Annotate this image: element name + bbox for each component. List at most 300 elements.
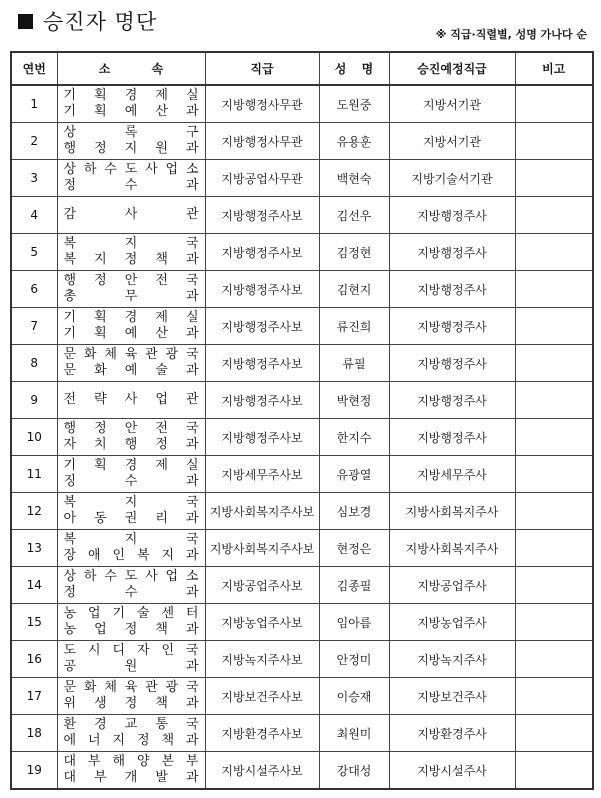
department-char: 지 xyxy=(124,236,138,251)
promotion-grade-cell: 지방사회복지주사 xyxy=(389,493,515,530)
note-cell xyxy=(515,123,593,160)
department-char: 국 xyxy=(185,717,199,732)
department-char: 행 xyxy=(124,437,138,452)
department-char: 터 xyxy=(185,606,199,621)
grade-cell: 지방사회복지주사보 xyxy=(205,530,319,567)
department-char: 정 xyxy=(63,585,77,600)
department-char: 경 xyxy=(124,310,138,325)
department-char: 예 xyxy=(124,104,138,119)
department-char: 대 xyxy=(63,770,77,785)
note-cell xyxy=(515,271,593,308)
row-number: 4 xyxy=(11,197,57,234)
promotion-grade-cell: 지방사회복지주사 xyxy=(389,530,515,567)
department-char: 관 xyxy=(185,392,199,407)
department-char: 과 xyxy=(185,326,199,341)
name-cell: 김종필 xyxy=(319,567,389,604)
department-char: 양 xyxy=(136,754,150,769)
department-cell xyxy=(57,530,205,567)
table-row xyxy=(11,604,593,641)
grade-cell: 지방환경주사보 xyxy=(205,715,319,752)
grade-cell: 지방행정주사보 xyxy=(205,345,319,382)
note-cell xyxy=(515,567,593,604)
department-line xyxy=(64,548,199,564)
name-cell: 유광열 xyxy=(319,456,389,493)
department-char: 너 xyxy=(87,733,101,748)
department-char: 교 xyxy=(124,717,138,732)
grade-cell: 지방농업주사보 xyxy=(205,604,319,641)
department-char: 육 xyxy=(124,680,138,695)
department-char: 장 xyxy=(63,548,77,563)
department-line xyxy=(64,585,199,601)
department-char: 략 xyxy=(94,392,107,407)
department-char: 제 xyxy=(155,458,168,473)
department-char: 수 xyxy=(124,178,138,193)
department-char: 상 xyxy=(63,162,77,177)
department-char: 권 xyxy=(124,511,138,526)
grade-cell: 지방시설주사보 xyxy=(205,752,319,790)
table-row xyxy=(11,493,593,530)
row-number: 14 xyxy=(11,567,57,604)
department-char: 과 xyxy=(185,585,199,600)
row-number: 17 xyxy=(11,678,57,715)
department-char: 부 xyxy=(94,770,107,785)
department-char: 국 xyxy=(185,495,199,510)
department-line xyxy=(64,310,199,326)
department-cell xyxy=(57,752,205,790)
promotion-grade-cell: 지방행정주사 xyxy=(389,308,515,345)
department-line xyxy=(64,88,199,104)
table-row xyxy=(11,345,593,382)
department-char: 과 xyxy=(185,141,199,156)
row-number: 13 xyxy=(11,530,57,567)
department-cell xyxy=(57,715,205,752)
grade-cell: 지방행정사무관 xyxy=(205,123,319,160)
department-char: 위 xyxy=(63,696,77,711)
department-char: 복 xyxy=(63,532,77,547)
department-char: 복 xyxy=(63,236,77,251)
department-char: 광 xyxy=(165,680,179,695)
department-char: 과 xyxy=(185,659,199,674)
department-cell xyxy=(57,493,205,530)
table-row xyxy=(11,197,593,234)
promotion-grade-cell: 지방시설주사 xyxy=(389,752,515,790)
row-number: 10 xyxy=(11,419,57,456)
department-char: 제 xyxy=(155,310,168,325)
department-char: 지 xyxy=(124,495,138,510)
department-char: 사 xyxy=(145,569,158,584)
name-cell: 유용훈 xyxy=(319,123,389,160)
department-char: 자 xyxy=(63,437,77,452)
table-row xyxy=(11,234,593,271)
square-bullet-icon xyxy=(18,14,33,29)
department-cell xyxy=(57,567,205,604)
department-char: 제 xyxy=(155,88,168,103)
grade-cell: 지방행정주사보 xyxy=(205,197,319,234)
department-char: 안 xyxy=(124,273,138,288)
department-char: 획 xyxy=(94,310,107,325)
department-cell xyxy=(57,123,205,160)
department-char: 안 xyxy=(124,421,138,436)
department-char: 국 xyxy=(185,643,199,658)
department-char: 문 xyxy=(63,347,77,362)
department-line xyxy=(64,511,199,527)
name-cell: 안정미 xyxy=(319,641,389,678)
department-char: 기 xyxy=(63,310,77,325)
department-char: 과 xyxy=(185,770,199,785)
row-number: 16 xyxy=(11,641,57,678)
department-cell xyxy=(57,160,205,197)
department-char: 도 xyxy=(124,162,138,177)
department-char: 하 xyxy=(83,569,97,584)
department-char: 예 xyxy=(124,326,138,341)
name-cell: 도원중 xyxy=(319,85,389,123)
department-char: 과 xyxy=(185,104,199,119)
department-char: 과 xyxy=(185,733,199,748)
department-char: 기 xyxy=(63,458,77,473)
row-number: 11 xyxy=(11,456,57,493)
department-char: 과 xyxy=(185,548,199,563)
promotion-grade-cell: 지방행정주사 xyxy=(389,234,515,271)
table-row xyxy=(11,308,593,345)
department-char: 업 xyxy=(87,606,101,621)
department-char: 공 xyxy=(63,659,77,674)
department-char: 동 xyxy=(94,511,107,526)
department-char: 무 xyxy=(124,289,138,304)
header-note: 비고 xyxy=(515,52,593,85)
department-char: 예 xyxy=(124,363,138,378)
department-char: 업 xyxy=(155,392,168,407)
header-grade: 직급 xyxy=(205,52,319,85)
department-line xyxy=(64,273,199,289)
grade-cell: 지방사회복지주사보 xyxy=(205,493,319,530)
page-title-row xyxy=(18,6,157,36)
row-number: 18 xyxy=(11,715,57,752)
department-char: 원 xyxy=(124,659,138,674)
name-cell: 김선우 xyxy=(319,197,389,234)
department-char: 과 xyxy=(185,696,199,711)
row-number: 12 xyxy=(11,493,57,530)
grade-cell: 지방행정사무관 xyxy=(205,85,319,123)
department-char: 농 xyxy=(63,606,77,621)
department-char: 지 xyxy=(112,733,126,748)
name-cell: 이승재 xyxy=(319,678,389,715)
department-char: 획 xyxy=(94,88,107,103)
promotion-grade-cell: 지방서기관 xyxy=(389,85,515,123)
department-char: 총 xyxy=(63,289,77,304)
row-number: 19 xyxy=(11,752,57,790)
department-line xyxy=(64,252,199,268)
department-char: 국 xyxy=(185,273,199,288)
name-cell: 김현지 xyxy=(319,271,389,308)
department-line xyxy=(64,474,199,490)
department-char: 술 xyxy=(155,363,168,378)
department-char: 대 xyxy=(63,754,77,769)
department-char: 정 xyxy=(94,141,107,156)
note-cell xyxy=(515,85,593,123)
header-name xyxy=(319,52,389,85)
table-body xyxy=(11,85,593,789)
department-char: 본 xyxy=(161,754,174,769)
note-cell xyxy=(515,530,593,567)
department-char: 책 xyxy=(155,252,168,267)
department-char: 수 xyxy=(104,162,117,177)
promotion-grade-cell: 지방보건주사 xyxy=(389,678,515,715)
department-line xyxy=(64,289,199,305)
department-char: 경 xyxy=(124,458,138,473)
department-char: 산 xyxy=(155,104,168,119)
department-line xyxy=(64,680,199,696)
table-row xyxy=(11,530,593,567)
department-char: 개 xyxy=(124,770,138,785)
department-char: 화 xyxy=(83,680,97,695)
name-cell: 류필 xyxy=(319,345,389,382)
grade-cell: 지방행정주사보 xyxy=(205,308,319,345)
department-line xyxy=(64,347,199,363)
department-char: 수 xyxy=(104,569,117,584)
department-line xyxy=(64,207,199,223)
department-char: 과 xyxy=(185,178,199,193)
department-line xyxy=(64,162,199,178)
department-char: 술 xyxy=(136,606,150,621)
table-row xyxy=(11,641,593,678)
row-number: 3 xyxy=(11,160,57,197)
note-cell xyxy=(515,345,593,382)
department-line xyxy=(64,421,199,437)
department-cell xyxy=(57,641,205,678)
department-char: 인 xyxy=(112,548,126,563)
department-char: 국 xyxy=(185,347,199,362)
department-cell xyxy=(57,197,205,234)
department-cell xyxy=(57,382,205,419)
grade-cell: 지방행정주사보 xyxy=(205,382,319,419)
department-char: 수 xyxy=(124,474,138,489)
grade-cell: 지방세무주사보 xyxy=(205,456,319,493)
header-dept xyxy=(57,52,205,85)
department-char: 생 xyxy=(94,696,107,711)
department-char: 육 xyxy=(124,347,138,362)
department-line xyxy=(64,125,199,141)
department-char: 리 xyxy=(155,511,168,526)
promotion-grade-cell: 지방녹지주사 xyxy=(389,641,515,678)
department-char: 업 xyxy=(94,622,107,637)
table-row xyxy=(11,85,593,123)
header-name-char: 명 xyxy=(361,62,374,76)
department-char: 소 xyxy=(185,569,199,584)
note-cell xyxy=(515,160,593,197)
row-number: 9 xyxy=(11,382,57,419)
department-char: 과 xyxy=(185,252,199,267)
department-char: 원 xyxy=(155,141,168,156)
promotion-grade-cell: 지방행정주사 xyxy=(389,345,515,382)
department-line xyxy=(64,754,199,770)
department-char: 국 xyxy=(185,421,199,436)
name-cell: 심보경 xyxy=(319,493,389,530)
table-header-row xyxy=(11,52,593,85)
promotion-grade-cell: 지방세무주사 xyxy=(389,456,515,493)
promotion-table xyxy=(10,51,594,790)
table-row xyxy=(11,419,593,456)
department-line xyxy=(64,326,199,342)
note-cell xyxy=(515,456,593,493)
department-char: 관 xyxy=(185,207,199,222)
department-char: 부 xyxy=(185,754,199,769)
department-char: 사 xyxy=(124,207,138,222)
department-char: 사 xyxy=(124,392,138,407)
table-row xyxy=(11,567,593,604)
row-number: 5 xyxy=(11,234,57,271)
header-dept-char: 소 xyxy=(98,62,111,76)
note-cell xyxy=(515,641,593,678)
name-cell: 현정은 xyxy=(319,530,389,567)
department-char: 실 xyxy=(185,310,199,325)
department-line xyxy=(64,363,199,379)
grade-cell: 지방공업주사보 xyxy=(205,567,319,604)
department-char: 디 xyxy=(112,643,126,658)
department-char: 획 xyxy=(94,458,107,473)
department-line xyxy=(64,606,199,622)
header-dept-char: 속 xyxy=(151,62,164,76)
department-char: 국 xyxy=(185,532,199,547)
department-char: 책 xyxy=(155,696,168,711)
department-char: 발 xyxy=(155,770,168,785)
department-cell xyxy=(57,85,205,123)
table-row xyxy=(11,678,593,715)
name-cell: 강대성 xyxy=(319,752,389,790)
department-line xyxy=(64,659,199,675)
department-char: 복 xyxy=(136,548,150,563)
header-name-char: 성 xyxy=(334,62,347,76)
note-cell xyxy=(515,308,593,345)
department-cell xyxy=(57,308,205,345)
department-char: 소 xyxy=(185,162,199,177)
department-char: 도 xyxy=(124,569,138,584)
department-char: 정 xyxy=(63,178,77,193)
department-char: 과 xyxy=(185,437,199,452)
department-char: 록 xyxy=(124,125,138,140)
note-cell xyxy=(515,604,593,641)
department-char: 기 xyxy=(63,88,77,103)
department-char: 책 xyxy=(155,622,168,637)
department-char: 통 xyxy=(155,717,168,732)
department-char: 인 xyxy=(161,643,174,658)
department-line xyxy=(64,104,199,120)
department-char: 행 xyxy=(63,141,77,156)
name-cell: 임아름 xyxy=(319,604,389,641)
grade-cell: 지방보건주사보 xyxy=(205,678,319,715)
department-char: 자 xyxy=(136,643,150,658)
grade-cell: 지방행정주사보 xyxy=(205,234,319,271)
row-number: 8 xyxy=(11,345,57,382)
department-char: 사 xyxy=(145,162,158,177)
department-char: 과 xyxy=(185,289,199,304)
department-char: 행 xyxy=(63,421,77,436)
department-char: 정 xyxy=(124,622,138,637)
department-char: 센 xyxy=(161,606,174,621)
note-cell xyxy=(515,234,593,271)
table-row xyxy=(11,456,593,493)
department-line xyxy=(64,236,199,252)
department-char: 경 xyxy=(94,717,107,732)
department-line xyxy=(64,437,199,453)
department-char: 기 xyxy=(63,104,77,119)
department-char: 산 xyxy=(155,326,168,341)
promotion-grade-cell: 지방환경주사 xyxy=(389,715,515,752)
department-cell xyxy=(57,678,205,715)
department-char: 농 xyxy=(63,622,77,637)
department-char: 화 xyxy=(94,363,107,378)
promotion-grade-cell: 지방서기관 xyxy=(389,123,515,160)
department-char: 정 xyxy=(94,421,107,436)
promotion-grade-cell: 지방행정주사 xyxy=(389,419,515,456)
table-row xyxy=(11,271,593,308)
table-row xyxy=(11,160,593,197)
table-row xyxy=(11,715,593,752)
grade-cell: 지방행정주사보 xyxy=(205,419,319,456)
grade-cell: 지방공업사무관 xyxy=(205,160,319,197)
department-cell xyxy=(57,456,205,493)
department-char: 전 xyxy=(155,273,168,288)
department-cell xyxy=(57,234,205,271)
department-line xyxy=(64,178,199,194)
name-cell: 김정현 xyxy=(319,234,389,271)
page-title: 승진자 명단 xyxy=(43,10,158,34)
grade-cell: 지방행정주사보 xyxy=(205,271,319,308)
department-char: 실 xyxy=(185,88,199,103)
department-char: 치 xyxy=(94,437,107,452)
department-line xyxy=(64,770,199,786)
department-cell xyxy=(57,271,205,308)
department-cell xyxy=(57,419,205,456)
department-char: 아 xyxy=(63,511,77,526)
department-char: 시 xyxy=(87,643,101,658)
department-char: 전 xyxy=(63,392,77,407)
note-cell xyxy=(515,419,593,456)
name-cell: 한지수 xyxy=(319,419,389,456)
note-cell xyxy=(515,197,593,234)
department-char: 부 xyxy=(87,754,101,769)
department-char: 해 xyxy=(112,754,126,769)
department-line xyxy=(64,569,199,585)
department-char: 지 xyxy=(94,252,107,267)
department-line xyxy=(64,495,199,511)
department-char: 정 xyxy=(136,733,150,748)
department-char: 징 xyxy=(63,474,77,489)
promotion-grade-cell: 지방행정주사 xyxy=(389,382,515,419)
department-line xyxy=(64,696,199,712)
department-char: 기 xyxy=(112,606,126,621)
department-char: 행 xyxy=(63,273,77,288)
department-line xyxy=(64,622,199,638)
department-char: 지 xyxy=(124,532,138,547)
department-char: 체 xyxy=(104,347,117,362)
note-cell xyxy=(515,382,593,419)
department-char: 구 xyxy=(185,125,199,140)
department-char: 과 xyxy=(185,511,199,526)
department-char: 상 xyxy=(63,125,77,140)
department-line xyxy=(64,141,199,157)
note-cell xyxy=(515,715,593,752)
department-char: 정 xyxy=(155,437,168,452)
department-char: 복 xyxy=(63,252,77,267)
row-number: 1 xyxy=(11,85,57,123)
row-number: 7 xyxy=(11,308,57,345)
department-char: 에 xyxy=(63,733,77,748)
sort-note: ※ 직급·직렬별, 성명 가나다 순 xyxy=(435,28,587,41)
promotion-grade-cell: 지방행정주사 xyxy=(389,197,515,234)
name-cell: 류진희 xyxy=(319,308,389,345)
promotion-grade-cell: 지방농업주사 xyxy=(389,604,515,641)
name-cell: 최원미 xyxy=(319,715,389,752)
